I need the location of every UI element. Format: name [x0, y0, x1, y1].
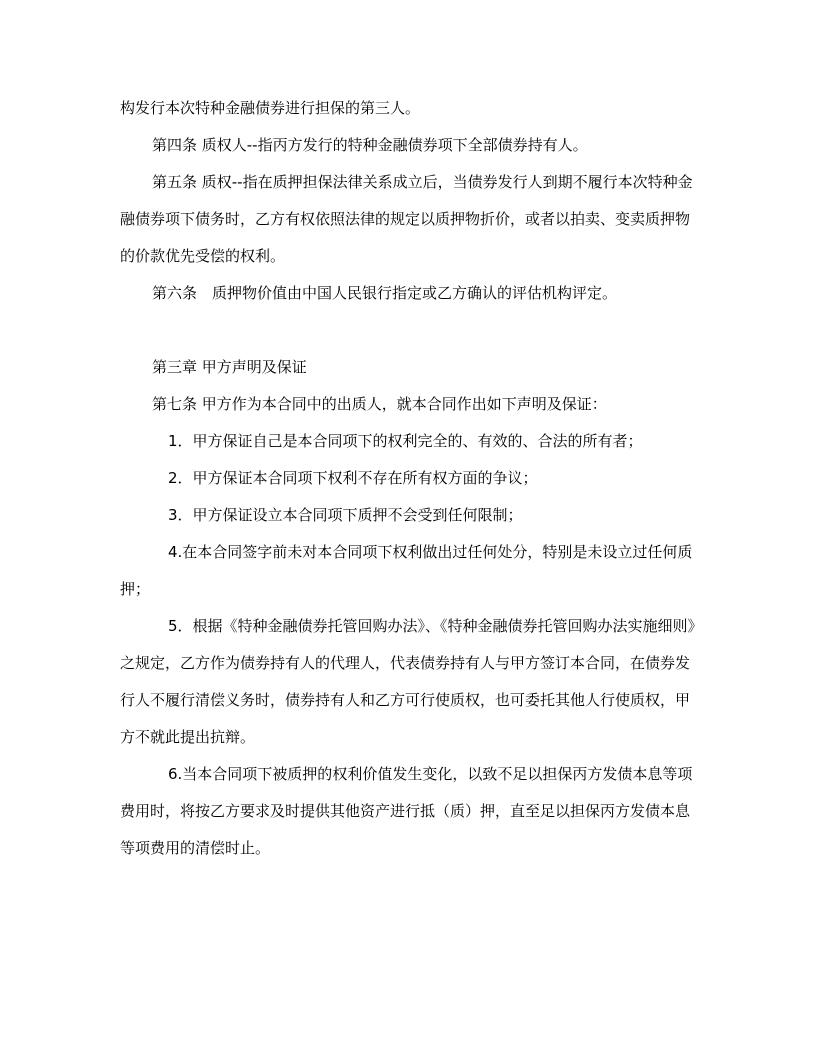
declaration-item-3: 3．甲方保证设立本合同项下质押不会受到任何限制； — [168, 506, 523, 524]
declaration-item-5: 5．根据《特种金融债券托管回购办法》、《特种金融债券托管回购办法实施细则》之规定，乙方作为债券持有人的代理人，代表债券持有人与甲方签订本合同，在债券发行人不履行清偿义务时，债券持有人和乙方可行使质权，也可委托其他人行使质权，甲方不就此提出抗辩。 — [120, 617, 696, 746]
chapter-3-heading: 第三章 甲方声明及保证 — [152, 358, 307, 376]
article-6-valuation: 第六条 质押物价值由中国人民银行指定或乙方确认的评估机构评定。 — [152, 284, 618, 302]
declaration-item-4: 4.在本合同签字前未对本合同项下权利做出过任何处分，特别是未设立过任何质押； — [120, 543, 693, 598]
declaration-item-6: 6.当本合同项下被质押的权利价值发生变化，以致不足以担保丙方发债本息等项费用时，将按乙方要求及时提供其他资产进行抵（质）押，直至足以担保丙方发债本息等项费用的清偿时止。 — [120, 765, 693, 857]
declaration-item-1: 1．甲方保证自己是本合同项下的权利完全的、有效的、合法的所有者； — [168, 432, 643, 450]
paragraph-continuation: 构发行本次特种金融债券进行担保的第三人。 — [120, 99, 421, 117]
document-body — [120, 90, 700, 867]
article-5-pledge-right: 第五条 质权--指在质押担保法律关系成立后，当债券发行人到期不履行本次特种金融债券项下债务时，乙方有权依照法律的规定以质押物折价，或者以拍卖、变卖质押物的价款优先受偿的权利。 — [120, 173, 693, 265]
article-7-declarations: 第七条 甲方作为本合同中的出质人，就本合同作出如下声明及保证： — [152, 395, 607, 413]
declaration-item-2: 2．甲方保证本合同项下权利不存在所有权方面的争议； — [168, 469, 538, 487]
section-spacer — [120, 312, 700, 349]
article-4-pledgee: 第四条 质权人--指丙方发行的特种金融债券项下全部债券持有人。 — [152, 136, 588, 154]
